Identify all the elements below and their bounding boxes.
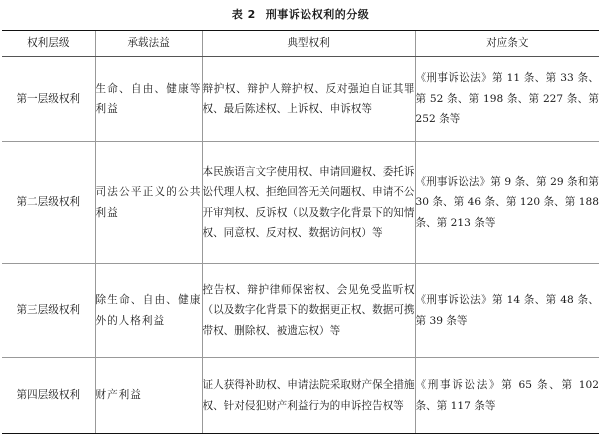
table-row — [2, 142, 599, 264]
rights-level-table — [2, 30, 599, 434]
cell-rights: 证人获得补助权、申请法院采取财产保全措施权、针对侵犯财产利益行为的申诉控告权等 — [202, 358, 415, 434]
cell-articles: 《刑事诉讼法》第 9 条、第 29 条和第 30 条、第 46 条、第 120 条、第 188 条、第 213 条等 — [415, 142, 599, 264]
table-title: 刑事诉讼权利的分级 — [265, 8, 370, 21]
cell-articles: 《刑事诉讼法》第 11 条、第 33 条、第 52 条、第 198 条、第 227 条、第 252 条等 — [415, 57, 599, 142]
cell-articles: 《刑事诉讼法》第 65 条、第 102 条、第 117 条等 — [415, 358, 599, 434]
table-caption — [0, 6, 601, 22]
cell-interest: 司法公平正义的公共利益 — [95, 142, 202, 264]
table-row — [2, 57, 599, 142]
cell-level: 第三层级权利 — [2, 264, 95, 358]
cell-rights: 辩护权、辩护人辩护权、反对强迫自证其罪权、最后陈述权、上诉权、申诉权等 — [202, 57, 415, 142]
table-number: 表 2 — [231, 8, 256, 21]
cell-rights: 控告权、辩护律师保密权、会见免受监听权（以及数字化背景下的数据更正权、数据可携带权、删除权、被遗忘权）等 — [202, 264, 415, 358]
cell-rights: 本民族语言文字使用权、申请回避权、委托诉讼代理人权、拒绝回答无关问题权、申请不公开审判权、反诉权（以及数字化背景下的知情权、同意权、反对权、数据访问权）等 — [202, 142, 415, 264]
cell-interest: 除生命、自由、健康外的人格利益 — [95, 264, 202, 358]
header-row — [2, 31, 599, 57]
cell-level: 第二层级权利 — [2, 142, 95, 264]
cell-interest: 财产利益 — [95, 358, 202, 434]
cell-interest: 生命、自由、健康等利益 — [95, 57, 202, 142]
header-articles: 对应条文 — [415, 31, 599, 57]
cell-level: 第四层级权利 — [2, 358, 95, 434]
header-interest: 承载法益 — [95, 31, 202, 57]
cell-level: 第一层级权利 — [2, 57, 95, 142]
cell-articles: 《刑事诉讼法》第 14 条、第 48 条、第 39 条等 — [415, 264, 599, 358]
header-rights: 典型权利 — [202, 31, 415, 57]
header-level: 权利层级 — [2, 31, 95, 57]
table-row — [2, 264, 599, 358]
table-row — [2, 358, 599, 434]
